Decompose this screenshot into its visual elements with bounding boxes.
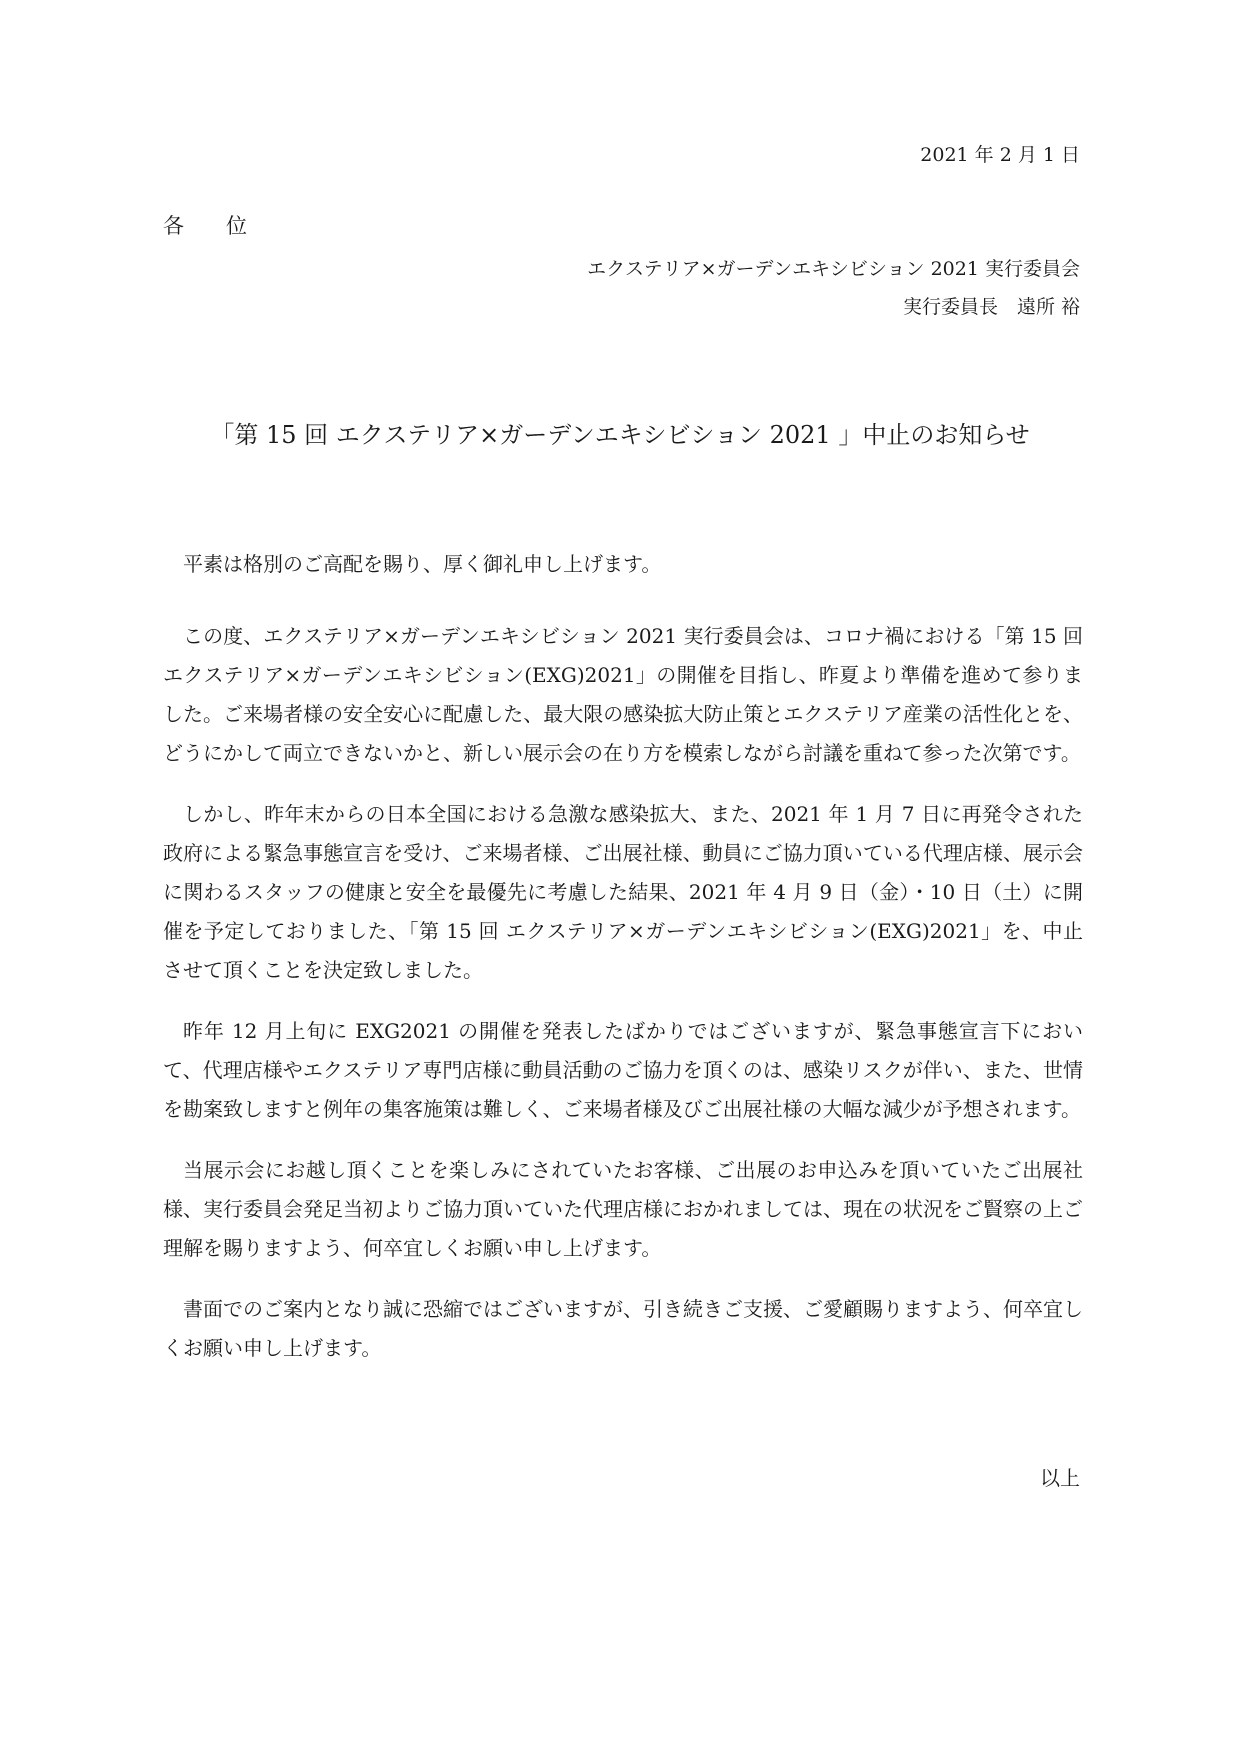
addressee: 各 位 [163,214,247,238]
document-date: 2021 年 2 月 1 日 [920,144,1080,166]
sender-representative: 実行委員長 遠所 裕 [902,296,1080,318]
body-paragraph: 当展示会にお越し頂くことを楽しみにされていたお客様、ご出展のお申込みを頂いていたご出展社様、実行委員会発足当初よりご協力頂いていた代理店様におかれましては、現在の状況をご賢察の上ご理解を賜りますよう、何卒宜しくお願い申し上げます。 [163,1158,1083,1260]
body-paragraph: 書面でのご案内となり誠に恐縮ではございますが、引き続きご支援、ご愛顧賜りますよう、何卒宜しくお願い申し上げます。 [163,1297,1083,1360]
sender-organization: エクステリア×ガーデンエキシビション 2021 実行委員会 [587,258,1080,280]
body-paragraph: この度、エクステリア×ガーデンエキシビション 2021 実行委員会は、コロナ禍における「第 15 回 エクステリア×ガーデンエキシビション(EXG)2021」の開催を目指し、昨夏より準備を進めて参りました。ご来場者様の安全安心に配慮した、最大限の感染拡大防止策とエクステリア産業の活性化とを、どうにかして両立できないかと、新しい展示会の在り方を模索しながら討議を重ねて参った次第です。 [163,624,1083,765]
document-title: 「第 15 回 エクステリア×ガーデンエキシビション 2021 」中止のお知らせ [210,421,1030,449]
body-paragraph: しかし、昨年末からの日本全国における急激な感染拡大、また、2021 年 1 月 7 日に再発令された政府による緊急事態宣言を受け、ご来場者様、ご出展社様、動員にご協力頂いている代理店様、展示会に関わるスタッフの健康と安全を最優先に考慮した結果、2021 年 4 月 9 日（金）・10 日（土）に開催を予定しておりました、「第 15 回 エクステリア×ガーデンエキシビション(EXG)2021」を、中止させて頂くことを決定致しました。 [163,802,1083,982]
closing-mark: 以上 [1040,1466,1080,1490]
sender-block [587,250,1080,326]
body-paragraph: 平素は格別のご高配を賜り、厚く御礼申し上げます。 [183,552,662,576]
document-body [163,545,1083,1390]
body-paragraph: 昨年 12 月上旬に EXG2021 の開催を発表したばかりではございますが、緊急事態宣言下において、代理店様やエクステリア専門店様に動員活動のご協力を頂くのは、感染リスクが伴い、また、世情を勘案致しますと例年の集客施策は難しく、ご来場者様及びご出展社様の大幅な減少が予想されます。 [163,1019,1083,1121]
